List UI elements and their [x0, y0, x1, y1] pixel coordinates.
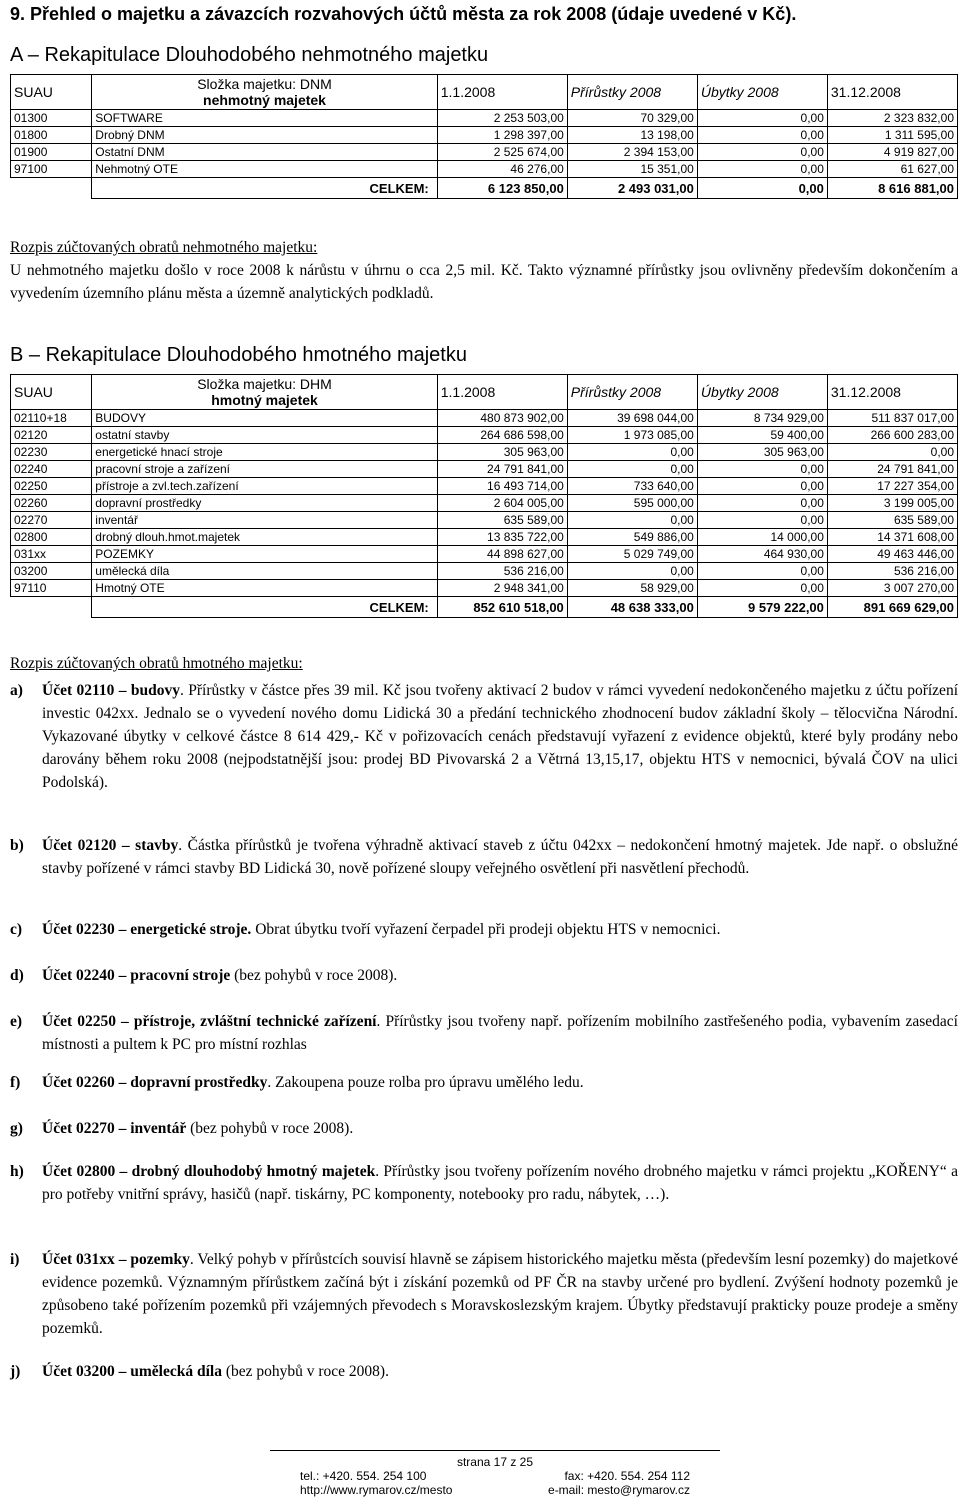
value-start: 480 873 902,00	[437, 410, 567, 427]
account-name: inventář	[92, 512, 437, 529]
rozpis-item	[10, 1117, 958, 1140]
value-additions: 5 029 749,00	[567, 546, 697, 563]
table-tangible-assets	[10, 374, 958, 618]
table-row	[11, 444, 958, 461]
value-start: 2 948 341,00	[437, 580, 567, 597]
rozpis-item	[10, 964, 958, 987]
item-letter: j)	[10, 1363, 21, 1380]
value-additions: 549 886,00	[567, 529, 697, 546]
item-text: Obrat úbytku tvoří vyřazení čerpadel při prodeji objektu HTS v nemocnici.	[251, 921, 721, 938]
value-additions: 15 351,00	[567, 161, 697, 178]
total-additions: 2 493 031,00	[567, 178, 697, 199]
footer-email-link[interactable]: e-mail: mesto@rymarov.cz	[548, 1483, 690, 1497]
value-additions: 1 973 085,00	[567, 427, 697, 444]
value-additions: 58 929,00	[567, 580, 697, 597]
value-start: 264 686 598,00	[437, 427, 567, 444]
value-start: 536 216,00	[437, 563, 567, 580]
account-name: dopravní prostředky	[92, 495, 437, 512]
header-disposals: Úbytky 2008	[697, 75, 827, 110]
value-end: 2 323 832,00	[827, 110, 957, 127]
total-end: 8 616 881,00	[827, 178, 957, 199]
value-start: 305 963,00	[437, 444, 567, 461]
table-row	[11, 512, 958, 529]
table-row	[11, 144, 958, 161]
account-code: 02110+18	[11, 410, 92, 427]
item-text: . Zakoupena pouze rolba pro úpravu umělého ledu.	[267, 1074, 584, 1091]
value-additions: 0,00	[567, 444, 697, 461]
table-row	[11, 161, 958, 178]
table-header-row	[11, 375, 958, 410]
total-start: 852 610 518,00	[437, 597, 567, 618]
item-letter: a)	[10, 682, 23, 699]
value-additions: 0,00	[567, 512, 697, 529]
value-end: 17 227 354,00	[827, 478, 957, 495]
value-disposals: 0,00	[697, 144, 827, 161]
account-name: Ostatní DNM	[92, 144, 437, 161]
rozpis-item	[10, 834, 958, 880]
header-disposals: Úbytky 2008	[697, 375, 827, 410]
total-disposals: 9 579 222,00	[697, 597, 827, 618]
table-intangible-assets	[10, 74, 958, 199]
value-end: 635 589,00	[827, 512, 957, 529]
footer-web-link[interactable]: http://www.rymarov.cz/mesto	[300, 1483, 453, 1497]
value-additions: 595 000,00	[567, 495, 697, 512]
table-header-row	[11, 75, 958, 110]
rozpis-item	[10, 1248, 958, 1340]
value-disposals: 0,00	[697, 495, 827, 512]
item-letter: i)	[10, 1251, 20, 1268]
table-row	[11, 529, 958, 546]
value-start: 2 604 005,00	[437, 495, 567, 512]
section-title: 9. Přehled o majetku a závazcích rozvahových účtů města za rok 2008 (údaje uvedené v Kč).	[10, 4, 797, 24]
total-disposals: 0,00	[697, 178, 827, 199]
total-end: 891 669 629,00	[827, 597, 957, 618]
account-code: 02230	[11, 444, 92, 461]
value-additions: 0,00	[567, 461, 697, 478]
header-component-line1: Složka majetku: DNM	[197, 76, 332, 92]
item-body	[42, 679, 958, 794]
item-title: Účet 02260 – dopravní prostředky	[42, 1074, 268, 1091]
rozpis-item	[10, 1160, 958, 1206]
value-additions: 2 394 153,00	[567, 144, 697, 161]
item-text: . Velký pohyb v přírůstcích souvisí hlavně se zápisem historického majetku města (především lesní pozemky) do majetkové evidence pozemků. Významným přírůstkem začíná být i získání pozemků od PF ČR na stavby určené pro bydlení. Zvýšení hodnoty pozemků je způsobeno také pořízením pozemků při vzájemných převodech s Moravskoslezským krajem. Úbytky představují prakticky pouze prodeje a směny pozemků.	[42, 1251, 958, 1337]
item-text: . Přírůstky v částce přes 39 mil. Kč jsou tvořeny aktivací 2 budov v rámci vyvedení nedokončeného majetku z účtu pořízení investic 042xx. Jednalo se o vyvedení nového domu Lidická 30 a předání technického zhodnocení budov základní školy – tělocvična Národní. Vykazované úbytky v celkové částce 8 614 429,- Kč v pořizovacích cenách představují vyřazení z evidence objektů, které byly prodány nebo darovány během roku 2008 (nejpodstatnější jsou: prodej BD Pivovarská 2 a Větrná 13,15,17, objektu HTS v nemocnici, bývalá ČOV na ulici Podolská).	[42, 682, 958, 791]
value-start: 2 253 503,00	[437, 110, 567, 127]
header-additions: Přírůstky 2008	[567, 375, 697, 410]
item-body	[42, 964, 958, 987]
total-spacer	[11, 597, 92, 618]
account-name: Nehmotný OTE	[92, 161, 437, 178]
header-end-date: 31.12.2008	[827, 75, 957, 110]
item-title: Účet 02230 – energetické stroje.	[42, 921, 252, 938]
table-row	[11, 427, 958, 444]
value-disposals: 0,00	[697, 512, 827, 529]
rozpis-item	[10, 1071, 958, 1094]
table-row	[11, 110, 958, 127]
item-letter: h)	[10, 1163, 24, 1180]
header-suau: SUAU	[11, 375, 92, 410]
value-end: 266 600 283,00	[827, 427, 957, 444]
rozpis-item	[10, 918, 958, 941]
account-code: 01900	[11, 144, 92, 161]
value-additions: 39 698 044,00	[567, 410, 697, 427]
value-additions: 0,00	[567, 563, 697, 580]
value-disposals: 305 963,00	[697, 444, 827, 461]
account-name: drobný dlouh.hmot.majetek	[92, 529, 437, 546]
table-row	[11, 563, 958, 580]
rozpis-intangible	[10, 236, 958, 305]
item-letter: d)	[10, 967, 24, 984]
header-component-line1: Složka majetku: DHM	[197, 376, 332, 392]
item-body	[42, 1117, 958, 1140]
table-row	[11, 546, 958, 563]
value-end: 4 919 827,00	[827, 144, 957, 161]
value-start: 1 298 397,00	[437, 127, 567, 144]
value-disposals: 59 400,00	[697, 427, 827, 444]
account-name: ostatní stavby	[92, 427, 437, 444]
account-name: SOFTWARE	[92, 110, 437, 127]
item-body	[42, 834, 958, 880]
rozpis-item	[10, 1360, 958, 1383]
total-row	[11, 178, 958, 199]
item-body	[42, 1360, 958, 1383]
value-additions: 70 329,00	[567, 110, 697, 127]
account-name: energetické hnací stroje	[92, 444, 437, 461]
value-disposals: 14 000,00	[697, 529, 827, 546]
account-code: 02120	[11, 427, 92, 444]
rozpis-intangible-title: Rozpis zúčtovaných obratů nehmotného majetku:	[10, 239, 318, 256]
item-letter: f)	[10, 1074, 21, 1091]
value-disposals: 0,00	[697, 478, 827, 495]
value-disposals: 8 734 929,00	[697, 410, 827, 427]
account-code: 02240	[11, 461, 92, 478]
account-code: 02250	[11, 478, 92, 495]
total-spacer	[11, 178, 92, 199]
value-disposals: 0,00	[697, 161, 827, 178]
item-title: Účet 031xx – pozemky	[42, 1251, 190, 1268]
account-name: pracovní stroje a zařízení	[92, 461, 437, 478]
value-end: 1 311 595,00	[827, 127, 957, 144]
value-end: 3 007 270,00	[827, 580, 957, 597]
item-title: Účet 02120 – stavby	[42, 837, 179, 854]
value-start: 44 898 627,00	[437, 546, 567, 563]
account-name: Drobný DNM	[92, 127, 437, 144]
item-letter: g)	[10, 1120, 23, 1137]
total-label: CELKEM:	[92, 597, 437, 618]
value-end: 0,00	[827, 444, 957, 461]
account-name: POZEMKY	[92, 546, 437, 563]
value-disposals: 0,00	[697, 563, 827, 580]
table-row	[11, 495, 958, 512]
total-additions: 48 638 333,00	[567, 597, 697, 618]
item-title: Účet 02270 – inventář	[42, 1120, 187, 1137]
item-title: Účet 02800 – drobný dlouhodobý hmotný majetek	[42, 1163, 376, 1180]
value-end: 24 791 841,00	[827, 461, 957, 478]
account-name: přístroje a zvl.tech.zařízení	[92, 478, 437, 495]
item-body	[42, 918, 958, 941]
account-code: 01800	[11, 127, 92, 144]
item-title: Účet 02250 – přístroje, zvláštní technické zařízení	[42, 1013, 377, 1030]
value-start: 635 589,00	[437, 512, 567, 529]
value-start: 2 525 674,00	[437, 144, 567, 161]
item-body	[42, 1160, 958, 1206]
header-component	[92, 375, 437, 410]
value-end: 14 371 608,00	[827, 529, 957, 546]
account-code: 02270	[11, 512, 92, 529]
header-suau: SUAU	[11, 75, 92, 110]
account-code: 97110	[11, 580, 92, 597]
value-additions: 13 198,00	[567, 127, 697, 144]
table-row	[11, 461, 958, 478]
value-disposals: 0,00	[697, 110, 827, 127]
footer-tel: tel.: +420. 554. 254 100	[300, 1469, 427, 1483]
total-start: 6 123 850,00	[437, 178, 567, 199]
header-component	[92, 75, 437, 110]
footer-fax: fax: +420. 554. 254 112	[564, 1469, 690, 1483]
value-end: 61 627,00	[827, 161, 957, 178]
value-disposals: 0,00	[697, 580, 827, 597]
heading-part-b: B – Rekapitulace Dlouhodobého hmotného majetku	[10, 344, 467, 366]
item-body	[42, 1071, 958, 1094]
value-additions: 733 640,00	[567, 478, 697, 495]
account-code: 01300	[11, 110, 92, 127]
value-end: 49 463 446,00	[827, 546, 957, 563]
value-end: 536 216,00	[827, 563, 957, 580]
value-start: 46 276,00	[437, 161, 567, 178]
heading-part-a: A – Rekapitulace Dlouhodobého nehmotného majetku	[10, 44, 489, 66]
item-title: Účet 03200 – umělecká díla	[42, 1363, 222, 1380]
value-disposals: 0,00	[697, 461, 827, 478]
total-label: CELKEM:	[92, 178, 437, 199]
account-code: 02260	[11, 495, 92, 512]
value-start: 13 835 722,00	[437, 529, 567, 546]
total-row	[11, 597, 958, 618]
table-row	[11, 127, 958, 144]
item-letter: c)	[10, 921, 23, 938]
item-letter: e)	[10, 1013, 23, 1030]
header-additions: Přírůstky 2008	[567, 75, 697, 110]
table-row	[11, 410, 958, 427]
account-code: 031xx	[11, 546, 92, 563]
page-footer	[270, 1450, 720, 1497]
account-code: 02800	[11, 529, 92, 546]
item-title: Účet 02240 – pracovní stroje	[42, 967, 231, 984]
item-text: (bez pohybů v roce 2008).	[221, 1363, 389, 1380]
header-start-date: 1.1.2008	[437, 75, 567, 110]
item-text: . Přírůstky jsou tvořeny např. pořízením mobilního zastřešeného podia, vybavením zasedací místnosti a pultem k PC pro místní rozhlas	[42, 1013, 958, 1053]
item-body	[42, 1010, 958, 1056]
value-end: 3 199 005,00	[827, 495, 957, 512]
account-code: 97100	[11, 161, 92, 178]
rozpis-item	[10, 679, 958, 794]
value-start: 24 791 841,00	[437, 461, 567, 478]
item-body	[42, 1248, 958, 1340]
item-text: . Částka přírůstků je tvořena výhradně aktivací staveb z účtu 042xx – nedokončení hmotný majetek. Jde např. o obslužné stavby pořízené v rámci stavby BD Lidická 30, nově pořízené sloupy veřejného osvětlení při nasvětlení přechodů.	[42, 837, 958, 877]
account-name: umělecká díla	[92, 563, 437, 580]
value-disposals: 464 930,00	[697, 546, 827, 563]
account-name: BUDOVY	[92, 410, 437, 427]
footer-page-number: strana 17 z 25	[456, 1455, 534, 1469]
header-start-date: 1.1.2008	[437, 375, 567, 410]
header-end-date: 31.12.2008	[827, 375, 957, 410]
rozpis-intangible-text: U nehmotného majetku došlo v roce 2008 k nárůstu v úhrnu o cca 2,5 mil. Kč. Takto významné přírůstky jsou ovlivněny především dokončením a vyvedením územního plánu města a územně analytických podkladů.	[10, 262, 958, 302]
item-letter: b)	[10, 837, 24, 854]
item-text: (bez pohybů v roce 2008).	[230, 967, 398, 984]
rozpis-item	[10, 1010, 958, 1056]
value-disposals: 0,00	[697, 127, 827, 144]
account-name: Hmotný OTE	[92, 580, 437, 597]
value-start: 16 493 714,00	[437, 478, 567, 495]
item-text: (bez pohybů v roce 2008).	[186, 1120, 354, 1137]
account-code: 03200	[11, 563, 92, 580]
header-component-line2: hmotný majetek	[211, 392, 318, 408]
header-component-line2: nehmotný majetek	[203, 92, 326, 108]
value-end: 511 837 017,00	[827, 410, 957, 427]
table-row	[11, 478, 958, 495]
item-text: . Přírůstky jsou tvořeny pořízením nového drobného majetku v rámci projektu „KOŘENY“ a pro potřeby vnitřní správy, hasičů (např. tiskárny, PC komponenty, notebooky pro radu, nábytek, …).	[42, 1163, 959, 1203]
rozpis-tangible-title: Rozpis zúčtovaných obratů hmotného majetku:	[10, 655, 303, 672]
item-title: Účet 02110 – budovy	[42, 682, 181, 699]
table-row	[11, 580, 958, 597]
